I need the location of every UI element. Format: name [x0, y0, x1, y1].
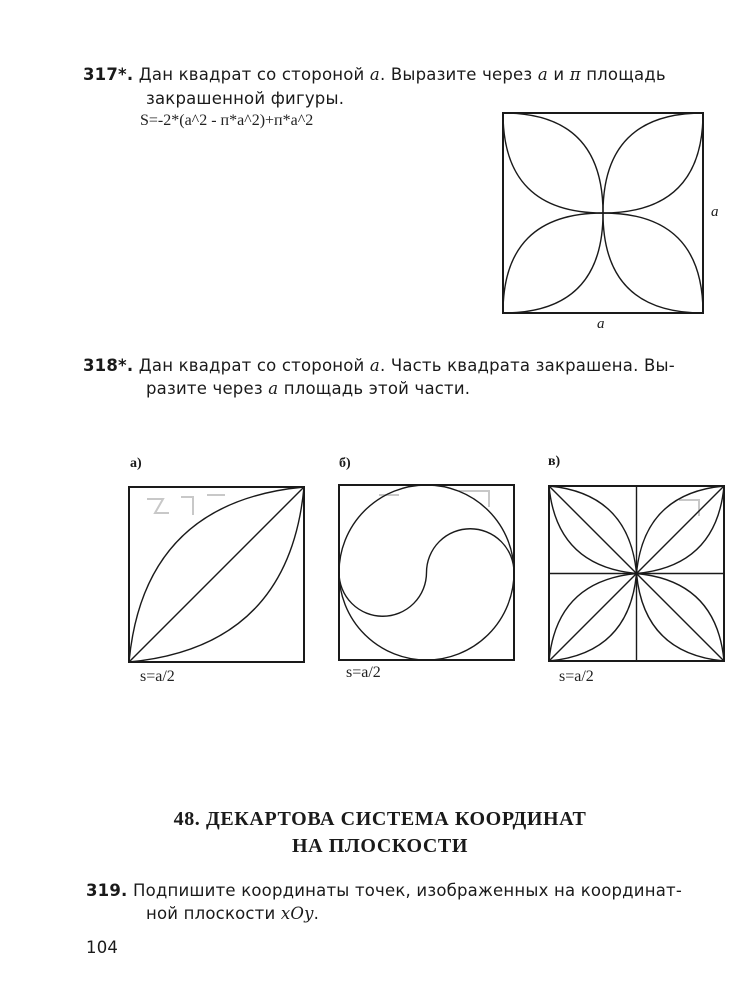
task-317-var-a: a	[369, 65, 380, 84]
task-317-line1-a: Дан квадрат со стороной	[138, 65, 370, 84]
figure-c-answer: s=a/2	[559, 668, 594, 685]
task-319-number: 319.	[86, 881, 128, 900]
task-319-var-xoy: xOy	[280, 904, 314, 923]
section-title-line2: НА ПЛОСКОСТИ	[291, 835, 469, 857]
task-318-var-a-2: a	[268, 379, 279, 398]
task-317-answer: S=-2*(a^2 - п*a^2)+п*a^2	[140, 112, 314, 129]
figure-b-ghost-mark	[379, 491, 489, 507]
figure-317	[503, 113, 703, 313]
task-318-number: 318*.	[83, 356, 134, 375]
figure-a-label: а)	[130, 456, 142, 471]
task-317-number: 317*.	[83, 65, 134, 84]
task-318-line1-b: . Часть квадрата закрашена. Вы-	[379, 356, 675, 375]
task-317-var-a-2: a	[537, 65, 548, 84]
task-317-line1-b: . Выразите через	[379, 65, 538, 84]
task-318-line2	[146, 378, 470, 400]
task-318-line2-a: разите через	[146, 379, 269, 398]
figure-b-answer: s=a/2	[346, 664, 381, 681]
task-318-text	[83, 355, 733, 377]
figure-317-arc-tl	[503, 113, 603, 213]
figure-b-label: б)	[339, 456, 351, 471]
task-318-line1-a: Дан квадрат со стороной	[138, 356, 370, 375]
page-number: 104	[86, 938, 119, 957]
figure-a	[129, 487, 304, 662]
task-318-line2-b: площадь этой части.	[278, 379, 471, 398]
figure-317-side-label-right: a	[711, 204, 719, 220]
figure-b-s-curve	[339, 529, 514, 617]
figure-317-arc-br	[603, 213, 703, 313]
task-319-text	[86, 880, 736, 902]
task-319-line2-a: ной плоскости	[146, 904, 281, 923]
figure-c-label: в)	[548, 454, 561, 469]
task-319-line2	[146, 903, 319, 925]
task-319-line1: Подпишите координаты точек, изображенных на координат-	[127, 881, 682, 900]
task-317-line2: закрашенной фигуры.	[146, 89, 345, 108]
task-317-line1-d: площадь	[580, 65, 666, 84]
figure-c	[549, 486, 724, 661]
task-317-text	[83, 64, 733, 86]
task-318-var-a: a	[369, 356, 380, 375]
figure-a-answer: s=a/2	[140, 668, 175, 685]
section-title	[120, 806, 640, 860]
figure-317-side-label-bottom: a	[597, 316, 605, 332]
task-317-line1-c: и	[547, 65, 570, 84]
section-title-line1: 48. ДЕКАРТОВА СИСТЕМА КООРДИНАТ	[173, 808, 587, 830]
figure-317-arc-tr	[603, 113, 703, 213]
task-317-var-pi: π	[569, 65, 581, 84]
task-319-line2-b: .	[313, 904, 320, 923]
figure-317-arc-bl	[503, 213, 603, 313]
figure-b	[339, 485, 514, 660]
figure-a-ghost-mark	[147, 495, 225, 515]
